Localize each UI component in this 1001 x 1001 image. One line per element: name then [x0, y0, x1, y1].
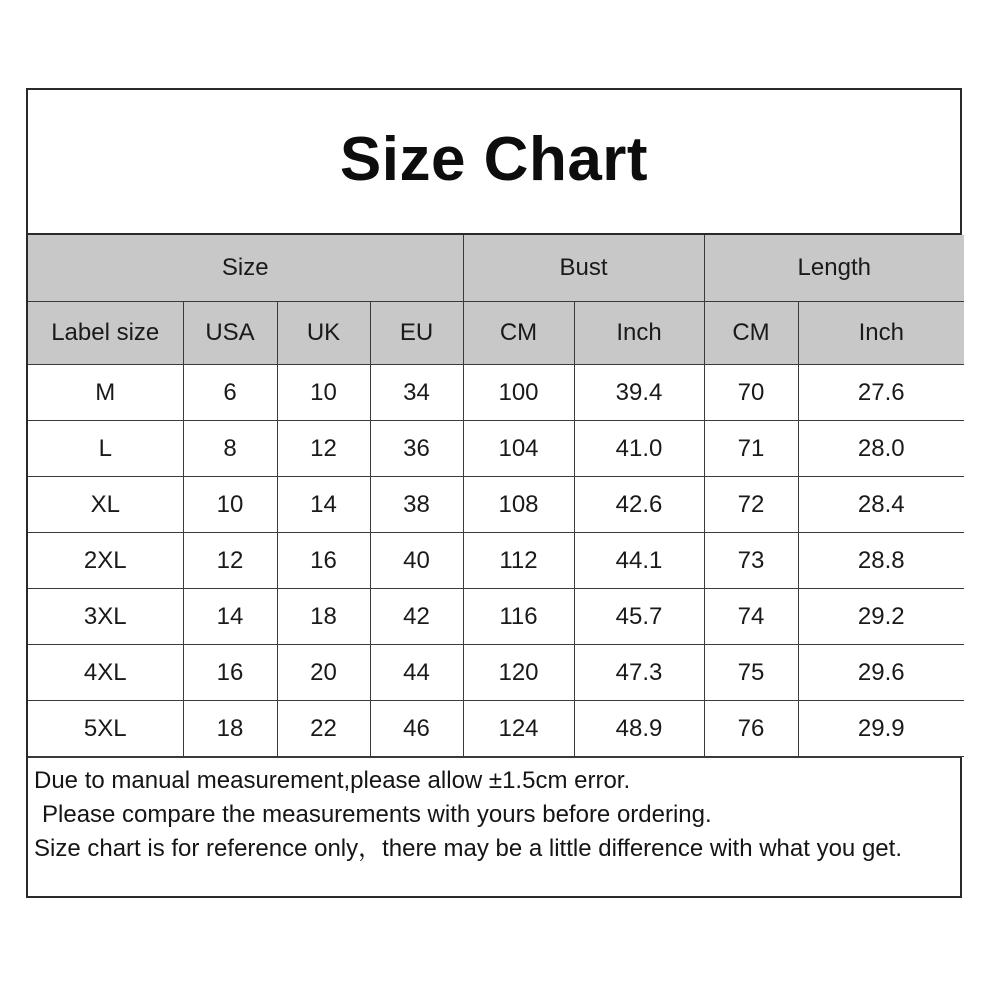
cell-bust-inch: 44.1	[574, 533, 704, 589]
cell-uk: 12	[277, 421, 370, 477]
chart-title: Size Chart	[339, 125, 649, 194]
column-header-bust-cm: CM	[463, 302, 574, 365]
cell-bust-cm: 100	[463, 365, 574, 421]
cell-label-size: L	[28, 421, 183, 477]
notes-section	[28, 757, 960, 866]
table-row	[28, 365, 964, 421]
cell-bust-inch: 48.9	[574, 701, 704, 757]
cell-length-cm: 70	[704, 365, 798, 421]
cell-length-inch: 27.6	[798, 365, 964, 421]
cell-eu: 34	[370, 365, 463, 421]
cell-label-size: 2XL	[28, 533, 183, 589]
column-header-bust-inch: Inch	[574, 302, 704, 365]
note-compare-measurements: Please compare the measurements with yours before ordering.	[42, 801, 712, 828]
column-header-usa: USA	[183, 302, 277, 365]
cell-length-inch: 28.8	[798, 533, 964, 589]
cell-length-cm: 73	[704, 533, 798, 589]
column-header-uk: UK	[277, 302, 370, 365]
cell-usa: 8	[183, 421, 277, 477]
column-header-length-cm: CM	[704, 302, 798, 365]
size-chart	[26, 88, 962, 898]
cell-usa: 6	[183, 365, 277, 421]
table-row	[28, 589, 964, 645]
cell-bust-inch: 41.0	[574, 421, 704, 477]
table-row	[28, 477, 964, 533]
cell-bust-cm: 112	[463, 533, 574, 589]
cell-bust-cm: 104	[463, 421, 574, 477]
cell-label-size: 5XL	[28, 701, 183, 757]
title-row	[28, 90, 960, 235]
cell-uk: 16	[277, 533, 370, 589]
cell-eu: 40	[370, 533, 463, 589]
cell-label-size: 4XL	[28, 645, 183, 701]
cell-length-inch: 29.9	[798, 701, 964, 757]
cell-bust-cm: 124	[463, 701, 574, 757]
cell-eu: 38	[370, 477, 463, 533]
note-measurement-error: Due to manual measurement,please allow ±1.5cm error.	[34, 767, 631, 794]
column-header-row	[28, 302, 964, 365]
group-header-bust: Bust	[463, 235, 704, 302]
cell-uk: 14	[277, 477, 370, 533]
cell-usa: 10	[183, 477, 277, 533]
cell-bust-inch: 47.3	[574, 645, 704, 701]
cell-length-cm: 71	[704, 421, 798, 477]
cell-bust-inch: 39.4	[574, 365, 704, 421]
cell-bust-cm: 120	[463, 645, 574, 701]
cell-length-cm: 76	[704, 701, 798, 757]
note-reference-only: Size chart is for reference only，there may be a little difference with what you get.	[34, 835, 902, 862]
cell-length-inch: 29.6	[798, 645, 964, 701]
cell-uk: 20	[277, 645, 370, 701]
cell-bust-cm: 108	[463, 477, 574, 533]
cell-length-cm: 75	[704, 645, 798, 701]
cell-eu: 42	[370, 589, 463, 645]
cell-eu: 44	[370, 645, 463, 701]
cell-eu: 46	[370, 701, 463, 757]
table-row	[28, 645, 964, 701]
cell-length-cm: 74	[704, 589, 798, 645]
cell-label-size: 3XL	[28, 589, 183, 645]
table-row	[28, 421, 964, 477]
group-header-size: Size	[28, 235, 463, 302]
cell-uk: 22	[277, 701, 370, 757]
cell-label-size: M	[28, 365, 183, 421]
cell-usa: 16	[183, 645, 277, 701]
cell-length-inch: 28.0	[798, 421, 964, 477]
column-header-eu: EU	[370, 302, 463, 365]
cell-eu: 36	[370, 421, 463, 477]
size-table	[28, 235, 964, 757]
cell-bust-inch: 42.6	[574, 477, 704, 533]
cell-length-inch: 28.4	[798, 477, 964, 533]
cell-uk: 10	[277, 365, 370, 421]
column-header-label-size: Label size	[28, 302, 183, 365]
cell-uk: 18	[277, 589, 370, 645]
cell-length-cm: 72	[704, 477, 798, 533]
cell-usa: 18	[183, 701, 277, 757]
cell-bust-inch: 45.7	[574, 589, 704, 645]
group-header-length: Length	[704, 235, 964, 302]
table-row	[28, 533, 964, 589]
cell-length-inch: 29.2	[798, 589, 964, 645]
table-row	[28, 701, 964, 757]
column-header-length-inch: Inch	[798, 302, 964, 365]
cell-usa: 14	[183, 589, 277, 645]
cell-usa: 12	[183, 533, 277, 589]
cell-bust-cm: 116	[463, 589, 574, 645]
cell-label-size: XL	[28, 477, 183, 533]
group-header-row	[28, 235, 964, 302]
